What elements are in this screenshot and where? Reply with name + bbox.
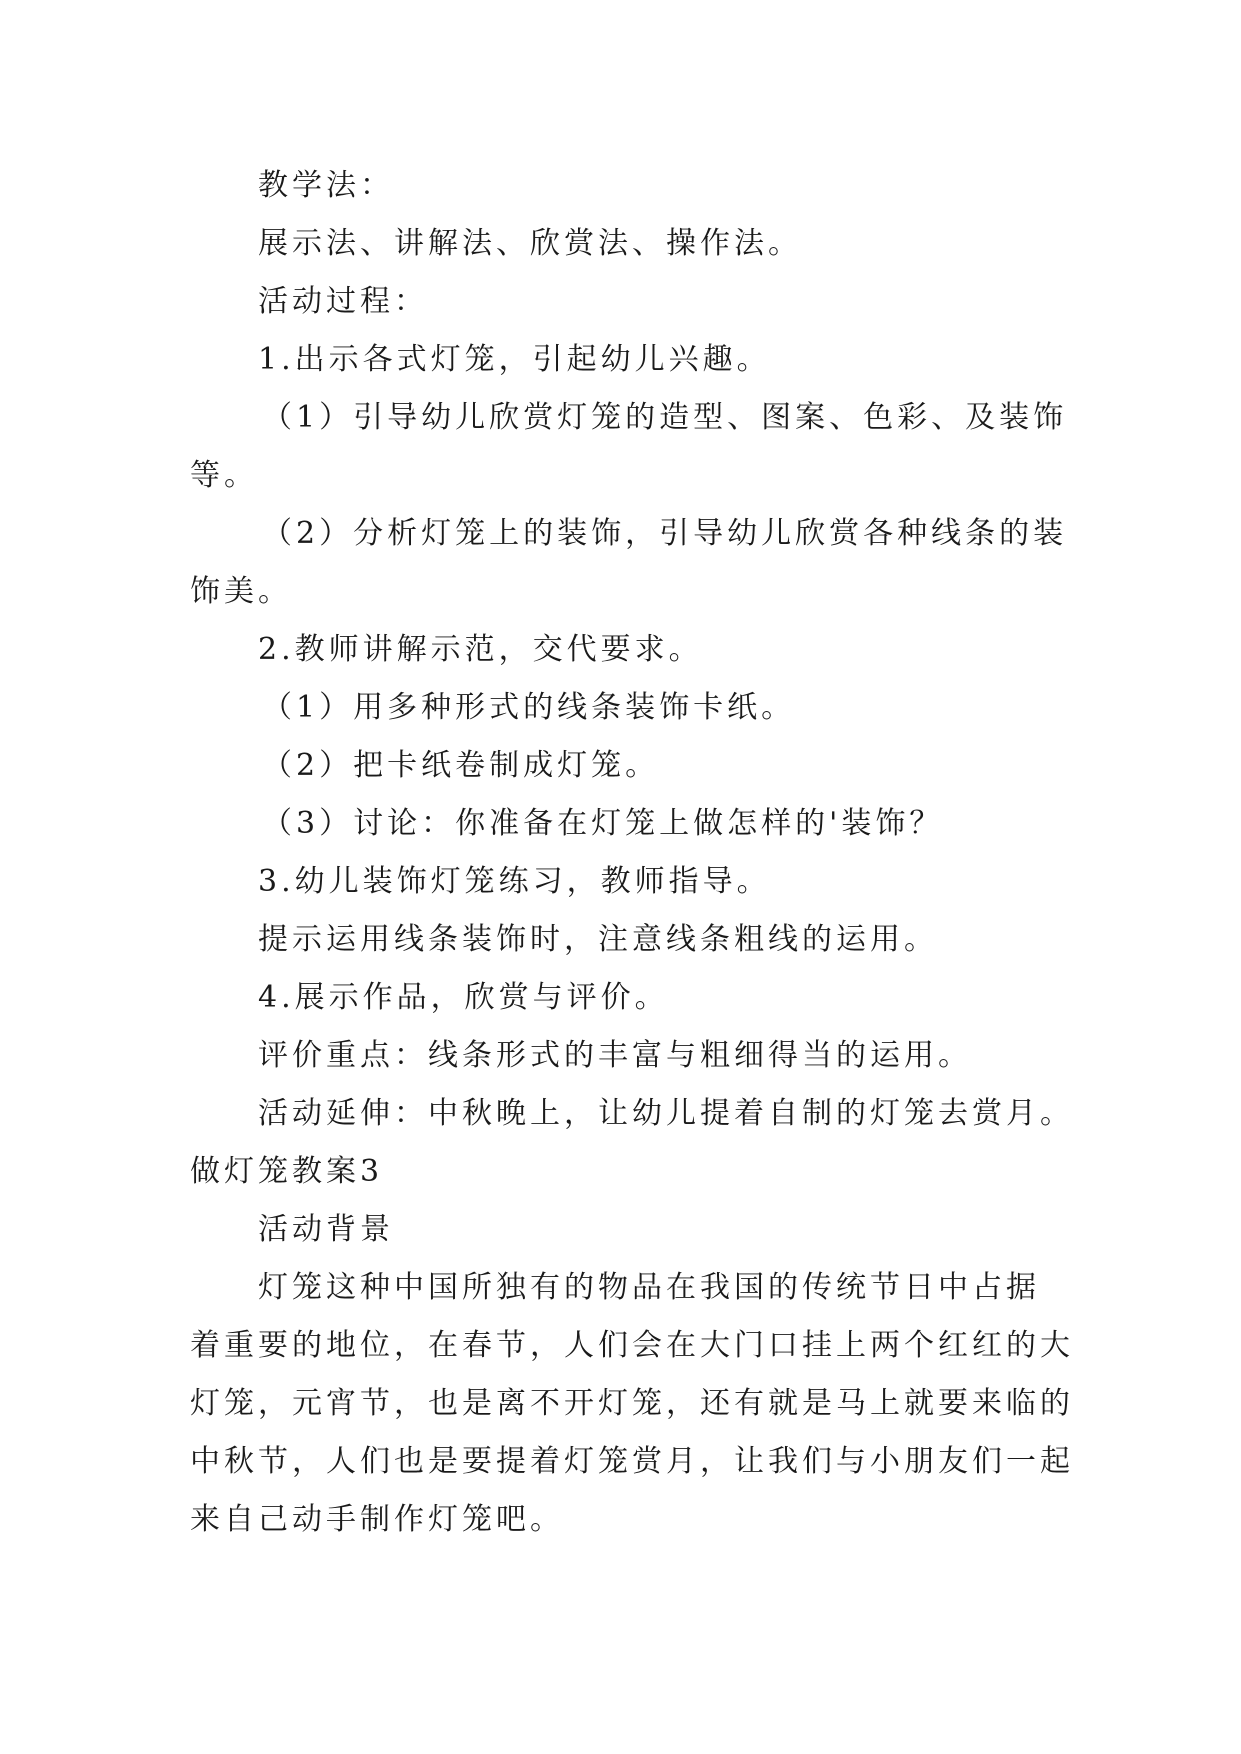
text-line: 3.幼儿装饰灯笼练习，教师指导。 [258,864,771,899]
text-line: 1.出示各式灯笼，引起幼儿兴趣。 [258,342,771,377]
text-line: 2.教师讲解示范，交代要求。 [258,632,703,667]
text-line: 展示法、讲解法、欣赏法、操作法。 [258,226,802,261]
text-line: （1）引导幼儿欣赏灯笼的造型、图案、色彩、及装饰 [262,400,1068,435]
text-line: 活动过程： [258,284,428,319]
text-line: （3）讨论：你准备在灯笼上做怎样的'装饰？ [262,806,944,841]
text-line: 灯笼，元宵节，也是离不开灯笼，还有就是马上就要来临的 [190,1386,1074,1421]
text-line: 教学法： [258,168,394,203]
text-line: （2）把卡纸卷制成灯笼。 [262,748,660,783]
text-line: 提示运用线条装饰时，注意线条粗线的运用。 [258,922,938,957]
text-line: （1）用多种形式的线条装饰卡纸。 [262,690,796,725]
text-line: 评价重点：线条形式的丰富与粗细得当的运用。 [258,1038,972,1073]
text-line: （2）分析灯笼上的装饰，引导幼儿欣赏各种线条的装 [262,516,1068,551]
section-heading: 做灯笼教案3 [190,1154,384,1189]
text-line: 饰美。 [190,574,292,609]
text-line: 等。 [190,458,258,493]
text-line: 中秋节，人们也是要提着灯笼赏月，让我们与小朋友们一起 [190,1444,1074,1479]
text-line: 着重要的地位，在春节，人们会在大门口挂上两个红红的大 [190,1328,1074,1363]
text-line: 4.展示作品，欣赏与评价。 [258,980,669,1015]
text-line: 灯笼这种中国所独有的物品在我国的传统节日中占据 [258,1270,1040,1305]
text-line: 活动延伸：中秋晚上，让幼儿提着自制的灯笼去赏月。 [258,1096,1074,1131]
text-line: 来自己动手制作灯笼吧。 [190,1502,564,1537]
text-line: 活动背景 [258,1212,394,1247]
